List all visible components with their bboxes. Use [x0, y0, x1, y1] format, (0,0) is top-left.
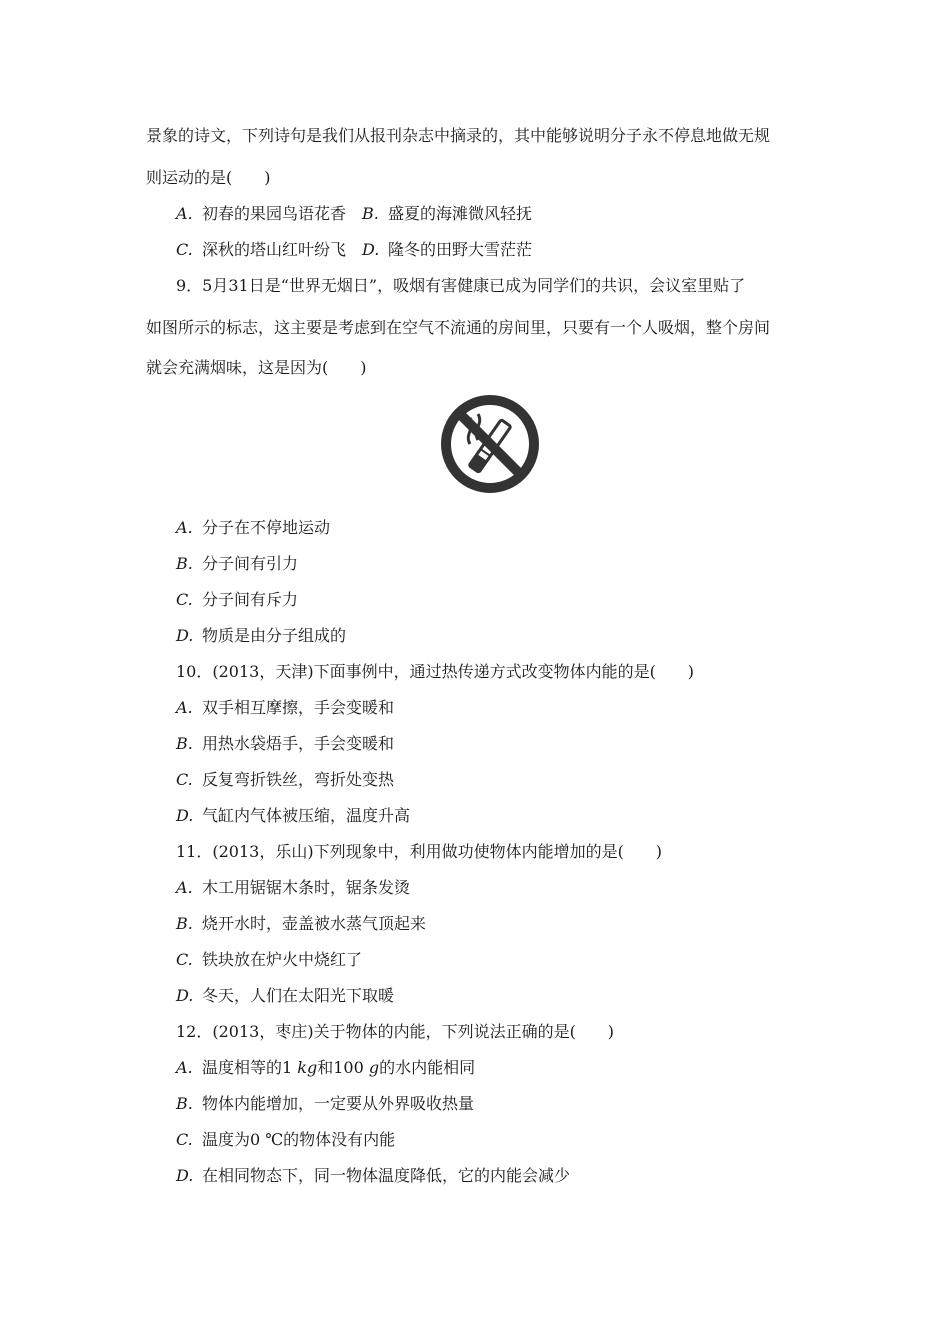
q11-option-d-text: 冬天，人们在太阳光下取暖	[202, 986, 395, 1005]
q8-options-row-1	[176, 204, 532, 224]
q9-option-d	[176, 626, 346, 646]
q12-option-b	[176, 1094, 474, 1114]
q11-stem: 11．(2013，乐山)下列现象中，利用做功使物体内能增加的是( )	[176, 842, 663, 861]
q12-stem: 12．(2013，枣庄)关于物体的内能，下列说法正确的是( )	[176, 1022, 615, 1041]
q11-option-b-letter: B.	[176, 914, 193, 933]
q9-option-a	[176, 518, 330, 538]
q9-option-a-letter: A.	[176, 518, 193, 537]
q8-option-b-text: 盛夏的海滩微风轻抚	[388, 204, 533, 223]
q11-option-c-text: 铁块放在炉火中烧红了	[202, 950, 363, 969]
q12-option-c-text: 温度为0 ℃的物体没有内能	[202, 1130, 396, 1149]
q12-option-a	[176, 1058, 475, 1078]
q8-option-d-letter: D.	[362, 240, 380, 259]
q10-option-c	[176, 770, 394, 790]
q12-option-a-post: 的水内能相同	[379, 1058, 476, 1077]
q8-stem-line-2: 则运动的是( )	[146, 168, 271, 187]
q9-option-b	[176, 554, 298, 574]
q11-option-d-letter: D.	[176, 986, 194, 1005]
q11-option-a-letter: A.	[176, 878, 193, 897]
q11-option-a	[176, 878, 410, 898]
q10-option-b-letter: B.	[176, 734, 193, 753]
q12-option-d-letter: D.	[176, 1166, 194, 1185]
q11-option-b-text: 烧开水时，壶盖被水蒸气顶起来	[202, 914, 427, 933]
q12-option-b-letter: B.	[176, 1094, 193, 1113]
q9-option-c	[176, 590, 298, 610]
q8-option-c-letter: C.	[176, 240, 193, 259]
q10-option-c-text: 反复弯折铁丝，弯折处变热	[202, 770, 395, 789]
q9-stem-line-2: 如图所示的标志，这主要是考虑到在空气不流通的房间里，只要有一个人吸烟，整个房间	[146, 318, 771, 337]
q12-option-a-letter: A.	[176, 1058, 193, 1077]
q10-option-d	[176, 806, 410, 826]
q8-stem-line-1: 景象的诗文，下列诗句是我们从报刊杂志中摘录的，其中能够说明分子永不停息地做无规	[146, 126, 771, 145]
q12-option-c-letter: C.	[176, 1130, 193, 1149]
q10-option-b-text: 用热水袋焐手，手会变暖和	[202, 734, 395, 753]
q8-option-a-letter: A.	[176, 204, 193, 223]
q12-option-a-pre: 温度相等的1	[202, 1058, 298, 1077]
q9-option-b-letter: B.	[176, 554, 193, 573]
q8-option-b-letter: B.	[362, 204, 379, 223]
q11-option-c	[176, 950, 362, 970]
q10-option-d-text: 气缸内气体被压缩，温度升高	[202, 806, 411, 825]
q11-option-b	[176, 914, 426, 934]
q8-option-d-text: 隆冬的田野大雪茫茫	[388, 240, 533, 259]
q10-option-d-letter: D.	[176, 806, 194, 825]
q12-option-a-mid: 和100	[317, 1058, 369, 1077]
q11-option-a-text: 木工用锯锯木条时，锯条发烫	[202, 878, 411, 897]
no-smoking-sign-icon	[440, 394, 540, 494]
q10-stem: 10．(2013，天津)下面事例中，通过热传递方式改变物体内能的是( )	[176, 662, 695, 681]
q8-option-a-text: 初春的果园鸟语花香	[202, 204, 347, 223]
q12-option-a-unit-kg: kg	[297, 1058, 318, 1077]
q9-option-b-text: 分子间有引力	[202, 554, 299, 573]
q10-option-a-text: 双手相互摩擦，手会变暖和	[202, 698, 395, 717]
q11-option-d	[176, 986, 394, 1006]
q9-option-c-letter: C.	[176, 590, 193, 609]
q10-option-b	[176, 734, 394, 754]
q8-option-c-text: 深秋的塔山红叶纷飞	[202, 240, 347, 259]
q8-options-row-2	[176, 240, 532, 260]
q9-stem-line-1: 9．5月31日是“世界无烟日”，吸烟有害健康已成为同学们的共识，会议室里贴了	[176, 276, 746, 295]
q10-option-c-letter: C.	[176, 770, 193, 789]
q12-option-b-text: 物体内能增加，一定要从外界吸收热量	[202, 1094, 475, 1113]
q12-option-a-unit-g: g	[368, 1058, 380, 1077]
q12-option-d	[176, 1166, 570, 1186]
q9-option-d-text: 物质是由分子组成的	[202, 626, 347, 645]
q9-option-d-letter: D.	[176, 626, 194, 645]
q12-option-d-text: 在相同物态下，同一物体温度降低，它的内能会减少	[202, 1166, 571, 1185]
q10-option-a	[176, 698, 394, 718]
q10-option-a-letter: A.	[176, 698, 193, 717]
q9-option-a-text: 分子在不停地运动	[202, 518, 331, 537]
q9-option-c-text: 分子间有斥力	[202, 590, 299, 609]
q12-option-c	[176, 1130, 395, 1150]
q9-stem-line-3: 就会充满烟味，这是因为( )	[146, 358, 367, 377]
q11-option-c-letter: C.	[176, 950, 193, 969]
